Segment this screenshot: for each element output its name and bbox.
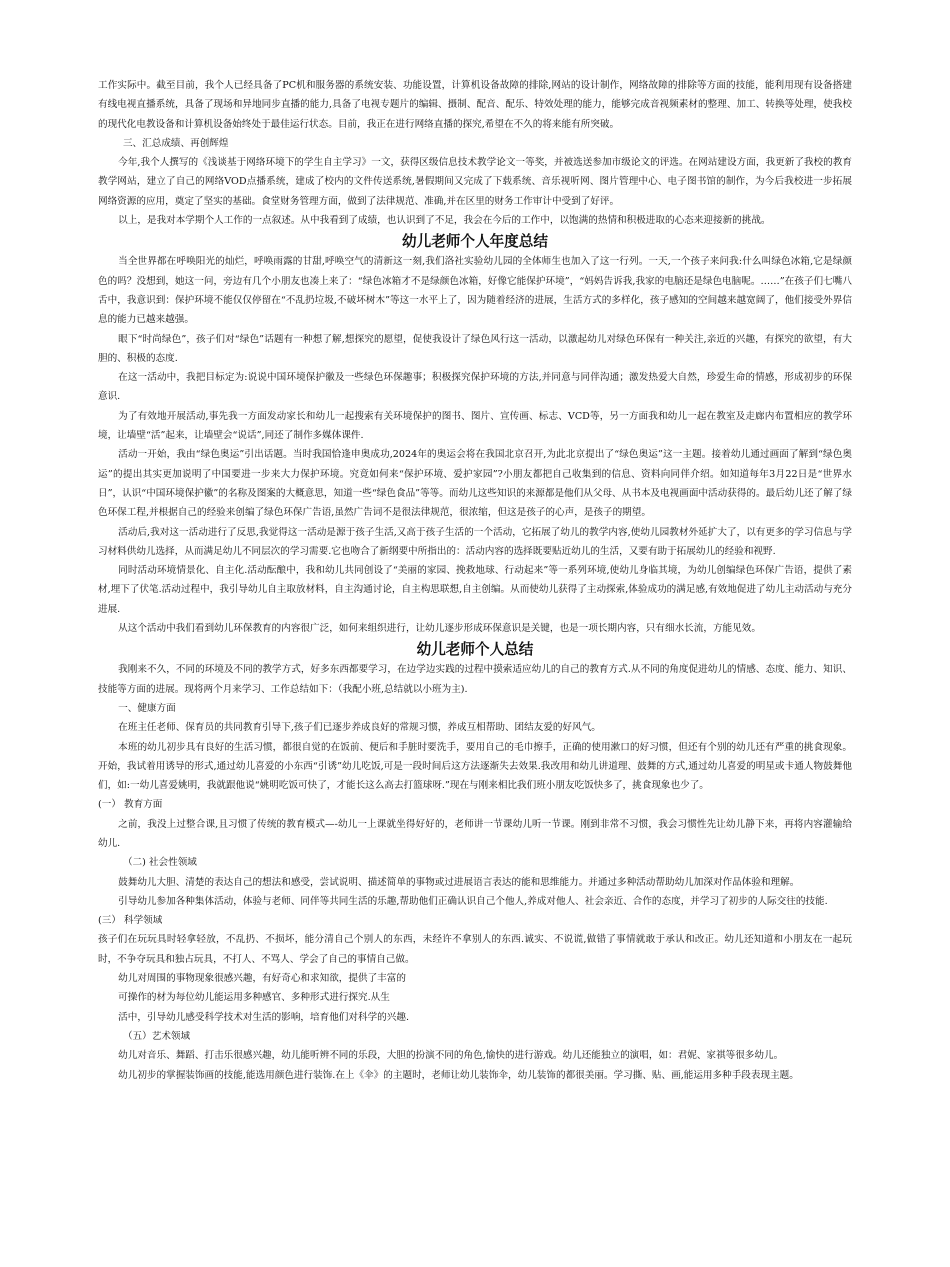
- heading-social: （二) 社会性领域: [122, 857, 197, 869]
- paragraph: 活动一开始，我由“绿色奥运”引出话题。当时我国恰逢申奥成功,2024年的奥运会将在我国北京召开,为此北京提出了“绿色奥运”这一主题。接着幼儿通过画面了解到“绿色奥运”的提出其实更加说明了中国要进一步来大力保护环境。究竟如何来“保护环境、爱护家园”?小朋友都把自己收集到的信息、资料向同伴介绍。如知道每年3月22日是“世界水日”，认识“中国环境保护徽”的名称及图案的大概意思，知道一些“绿色食品”等等。而幼儿这些知识的来源都是他们从父母、从书本及电视画面中活动获得的。最后幼儿还了解了绿色环保工程,并根据自己的经验来创编了绿色环保广告语,虽然广告词不是很法律规范，很浓缩，但这是孩子的心声，是孩子的期望。: [98, 449, 852, 519]
- paragraph-social: 引导幼儿参加各种集体活动，体验与老师、同伴等共同生活的乐趣,帮助他们正确认识自己个他人,养成对他人、社会亲近、合作的态度，并学习了初步的人际交往的技能.: [118, 895, 828, 907]
- paragraph-art: 幼儿对音乐、舞蹈、打击乐很感兴趣，幼儿能听辨不同的乐段，大胆的扮演不同的角色,愉快的进行游戏。幼儿还能独立的演唱，如：君妮、家祺等很多幼儿。: [118, 1050, 784, 1062]
- paragraph-intro: 我刚来不久，不同的环境及不同的教学方式，好多东西都要学习，在边学边实践的过程中摸索适应幼儿的自己的教育方式.从不同的角度促进幼儿的情感、态度、能力、知识、技能等方面的进展。现将两个月来学习、工作总结如下：（我配小班,总结就以小班为主).: [98, 664, 852, 695]
- paragraph: 从这个活动中我们看到幼儿环保教育的内容很广泛，如何来组织进行，让幼儿逐步形成环保意识是关键，也是一项长期内容，只有细水长流，方能见效。: [118, 623, 761, 635]
- paragraph-education: 之前，我没上过整合课,且习惯了传统的教育模式—-幼儿一上课就坐得好好的，老师讲一节课幼儿听一节课。刚到非常不习惯，我会习惯性先让幼儿静下来，再将内容灌输给幼儿.: [98, 818, 852, 849]
- paragraph-science: 孩子们在玩玩具时轻拿轻放，不乱扔、不损坏，能分清自己个别人的东西，未经许不拿别人的东西.诚实、不说谎,做错了事情就敢于承认和改正。幼儿还知道和小朋友在一起玩时，不争夺玩具和独占玩具，不打人、不骂人、学会了自己的事情自己做。: [98, 934, 852, 965]
- heading-education: (一） 教育方面: [98, 799, 163, 811]
- paragraph: 当全世界都在呼唤阳光的灿烂，呼唤雨露的甘甜,呼唤空气的清新这一刻,我们洛社实验幼儿园的全体师生也加入了这一行列。一天,一个孩子来问我:什么叫绿色冰箱,它是绿颜色的吗？没想到，她这一问，旁边有几个小朋友也凑上来了：“绿色冰箱才不是绿颜色冰箱，好像它能保护环境”，“妈妈告诉我,我家的电脑还是绿色电脑呢。……”在孩子们七嘴八舌中，我意识到：保护环境不能仅仅停留在“不乱扔垃圾,不破坏树木”等这一水平上了，因为随着经济的进展，生活方式的多样化，孩子感知的空间越来越宽阔了，他们接受外界信息的能力已越来越强。: [98, 256, 852, 326]
- paragraph-achievements: 今年,我个人撰写的《浅谈基于网络环境下的学生自主学习》一文，获得区级信息技术教学论文一等奖，并被选送参加市级论文的评选。在网站建设方面，我更新了我校的教育教学网站，建立了自己的网络VOD点播系统，建成了校内的文件传送系统,暑假期间又完成了下载系统、音乐视听网、图片管理中心、电子图书馆的制作，为今后我校进一步拓展网络资源的应用，奠定了坚实的基础。食堂财务管理方面，做到了法律规范、准确,并在区里的财务工作审计中受到了好评。: [98, 157, 852, 207]
- section-personal-summary: [98, 639, 852, 1085]
- paragraph: 同时活动环境情景化、自主化.活动酝酿中，我和幼儿共同创设了“美丽的家园、挽救地球、行动起来”等一系列环境,使幼儿身临其境，为幼儿创编绿色环保广告语，提供了素材,埋下了伏笔.活动过程中，我引导幼儿自主取放材料，自主沟通讨论，自主构思联想,自主创编。从而使幼儿获得了主动探索,体验成功的满足感,有效地促进了幼儿主动活动与充分进展.: [98, 565, 852, 615]
- heading-science: (三） 科学领域: [98, 915, 163, 927]
- heading-art: （五）艺术领域: [122, 1030, 191, 1042]
- paragraph: 为了有效地开展活动,事先我一方面发动家长和幼儿一起搜索有关环境保护的图书、图片、宣传画、标志、VCD等，另一方面我和幼儿一起在教室及走廊内布置相应的教学环境，让墙壁“活”起来，让墙壁会“说话”,同还了制作多媒体课件.: [98, 410, 852, 442]
- section-work-summary: [98, 76, 852, 230]
- paragraph-social: 鼓舞幼儿大胆、清楚的表达自己的想法和感受，尝试说明、描述简单的事物或过进展语言表达的能和思维能力。并通过多种活动帮助幼儿加深对作品体验和理解。: [118, 876, 800, 888]
- heading-health: 一、健康方面: [118, 702, 176, 714]
- page-title-annual-summary: 幼儿老师个人年度总结: [402, 233, 548, 251]
- paragraph-science-line: 活中，引导幼儿感受科学技术对生活的影响，培育他们对科学的兴趣.: [118, 1011, 410, 1023]
- paragraph: 眼下“时尚绿色”，孩子们对“绿色”话题有一种想了解,想探究的愿望，促使我设计了绿色风行这一活动，以激起幼儿对绿色环保有一种关注,亲近的兴趣，有探究的欲望，有大胆的、积极的态度.: [98, 333, 852, 364]
- paragraph: 在这一活动中，我把目标定为:说说中国环境保护徽及一些绿色环保趣事；积极探究保护环境的方法,并同意与同伴沟通；激发热爱大自然，珍爱生命的情感，形成初步的环保意识.: [98, 372, 852, 403]
- paragraph-art: 幼儿初步的掌握装饰画的技能,能选用颜色进行装饰.在上《伞》的主题时，老师让幼儿装饰伞，幼儿装饰的都很美丽。学习撕、贴、画,能运用多种手段表现主题。: [118, 1069, 799, 1081]
- paragraph-science-line: 幼儿对周围的事物现象很感兴趣，有好奇心和求知欲，提供了丰富的: [118, 973, 406, 985]
- paragraph: 活动后,我对这一活动进行了反思,我觉得这一活动是源于孩子生活,又高于孩子生活的一个活动，它拓展了幼儿的教学内容,使幼儿园教材外延扩大了，以有更多的学习信息与学习材料供幼儿选择，从而满足幼儿不同层次的学习需要.它也吻合了新纲要中所指出的：活动内容的选择既要贴近幼儿的生活，又要有助于拓展幼儿的经验和视野.: [98, 526, 852, 557]
- paragraph-skills: 工作实际中。截至目前，我个人已经具备了PC机和服务器的系统安装、功能设置，计算机设备故障的排除,网站的设计制作，网络故障的排除等方面的技能，能利用现有设备搭建有线电视直播系统，具备了现场和异地同步直播的能力,具备了电视专题片的编辑、摄制、配音、配乐、特效处理的能力，能够完成音视频素材的整理、加工、转换等处理，使我校的现代化电教设备和计算机设备始终处于最佳运行状态。目前，我正在进行网络直播的探究,希望在不久的将来能有所突破。: [98, 80, 852, 130]
- section-annual-summary: [98, 231, 852, 638]
- paragraph-health: 本班的幼儿初步具有良好的生活习惯，都很自觉的在饭前、便后和手脏时要洗手，要用自己的毛巾擦手，正确的使用漱口的好习惯，但还有个别的幼儿还有严重的挑食现象。开始，我试着用诱导的形式,通过幼儿喜爱的小东西“引诱”幼儿吃饭,可是一段时间后这方法逐渐失去效果.我改用和幼儿讲道理、鼓舞的方式,通过幼儿喜爱的明星或卡通人物鼓舞他们，如:一幼儿喜爱姚明，我就跟他说“姚明吃饭可快了，才能长这么高去打篮球呀.”现在与刚来相比我们班小朋友吃饭快多了，挑食现象也少了。: [98, 741, 852, 792]
- paragraph-science-line: 可操作的材为每位幼儿能运用多种感官、多种形式进行探究.从生: [118, 992, 390, 1004]
- page-title-personal-summary: 幼儿老师个人总结: [416, 641, 534, 659]
- paragraph-health: 在班主任老师、保育员的共同教育引导下,孩子们已逐步养成良好的常规习惯，养成互相帮助、团结友爱的好风气。: [118, 722, 601, 734]
- paragraph-conclusion: 以上，是我对本学期个人工作的一点叙述。从中我看到了成绩，也认识到了不足，我会在今后的工作中，以饱满的热情和积极进取的心态来迎接新的挑战。: [118, 215, 771, 227]
- heading-achievements: 三、汇总成绩、再创辉煌: [122, 137, 229, 149]
